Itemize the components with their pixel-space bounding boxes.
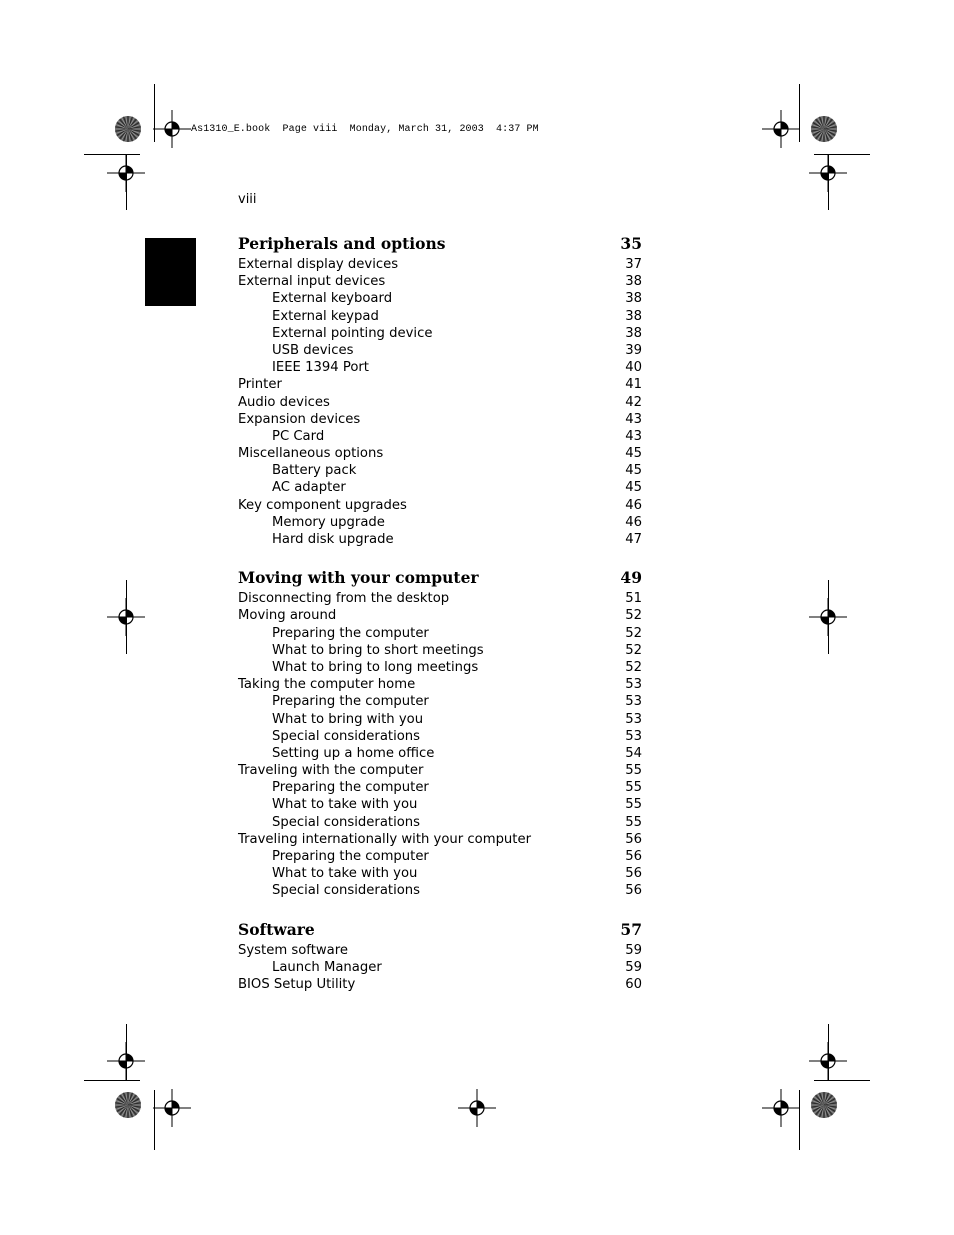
toc-entry-label: What to bring to short meetings — [272, 642, 484, 658]
toc-entry-page: 55 — [625, 780, 642, 796]
toc-entry-label: Preparing the computer — [272, 780, 429, 796]
toc-entry-label: Special considerations — [272, 883, 421, 899]
toc-entry-label: Audio devices — [238, 394, 330, 410]
toc-entry-page: 54 — [625, 745, 642, 761]
toc-entry-label: What to take with you — [272, 797, 418, 813]
chapter-tab-marker — [145, 238, 196, 306]
toc-entry-page: 60 — [625, 976, 642, 992]
crop-mark-line — [799, 1090, 800, 1150]
toc-entry — [238, 693, 644, 710]
toc-entry-label: PC Card — [272, 428, 325, 444]
toc-entry — [238, 497, 644, 514]
toc-entry-label: What to take with you — [272, 866, 418, 882]
toc-entry — [238, 376, 644, 393]
toc-entry-label: Preparing the computer — [272, 625, 429, 641]
toc-entry — [238, 428, 644, 445]
toc-section — [238, 918, 644, 994]
crop-mark-line — [154, 1090, 155, 1150]
crop-mark-line — [828, 580, 829, 654]
print-slug-line: As1310_E.book Page viii Monday, March 31, 2003 4:37 PM — [191, 124, 539, 135]
toc-entry-page: 40 — [625, 360, 642, 376]
toc-entry — [238, 359, 644, 376]
toc-entry-label: USB devices — [272, 342, 354, 358]
toc-entry-page: 59 — [625, 959, 642, 975]
toc-entry-page: 39 — [625, 342, 642, 358]
toc-entry-label: What to bring to long meetings — [272, 659, 479, 675]
toc-entry-label: AC adapter — [272, 480, 346, 496]
section-page: 35 — [620, 234, 642, 253]
toc-entry — [238, 462, 644, 479]
toc-entry-label: Launch Manager — [272, 959, 382, 975]
color-bar-starburst-icon — [114, 115, 142, 143]
registration-target-icon — [152, 109, 192, 149]
toc-entry — [238, 676, 644, 693]
toc-entry-label: System software — [238, 942, 349, 958]
toc-entry — [238, 531, 644, 548]
toc-entry — [238, 411, 644, 428]
crop-mark-line — [84, 1080, 140, 1081]
toc-entry-page: 53 — [625, 677, 642, 693]
toc-entry-label: Special considerations — [272, 728, 421, 744]
toc-entry — [238, 273, 644, 290]
toc-entry-page: 38 — [625, 325, 642, 341]
toc-entry — [238, 976, 644, 993]
toc-entry-page: 52 — [625, 608, 642, 624]
toc-entry — [238, 745, 644, 762]
toc-entry-label: Moving around — [238, 608, 337, 624]
toc-entry-page: 53 — [625, 728, 642, 744]
toc-entry-page: 56 — [625, 883, 642, 899]
toc-entry-page: 47 — [625, 532, 642, 547]
toc-entry-label: Disconnecting from the desktop — [238, 591, 450, 607]
toc-entry-page: 52 — [625, 625, 642, 641]
section-page: 57 — [620, 919, 642, 939]
toc-entry-page: 45 — [625, 463, 642, 479]
toc-entry-page: 46 — [625, 514, 642, 530]
toc-entry-label: Hard disk upgrade — [272, 532, 394, 547]
toc-entry-page: 41 — [625, 377, 642, 393]
toc-entry-label: Preparing the computer — [272, 694, 429, 710]
toc-entry-label: What to bring with you — [272, 711, 424, 727]
toc-entry-page: 38 — [625, 308, 642, 324]
table-of-contents — [238, 232, 644, 993]
toc-entry — [238, 642, 644, 659]
toc-entry-label: Expansion devices — [238, 411, 361, 427]
toc-entry-page: 53 — [625, 711, 642, 727]
toc-entry — [238, 762, 644, 779]
crop-mark-line — [799, 84, 800, 142]
toc-entry-page: 56 — [625, 849, 642, 864]
toc-entry-label: Battery pack — [272, 463, 357, 479]
toc-entry-page: 52 — [625, 659, 642, 675]
toc-entry — [238, 607, 644, 624]
toc-entry-label: External keyboard — [272, 291, 393, 307]
toc-entry-page: 42 — [625, 394, 642, 410]
toc-entry — [238, 394, 644, 411]
section-title: Software — [238, 919, 315, 939]
toc-entry-page: 52 — [625, 642, 642, 658]
toc-entry-page: 38 — [625, 291, 642, 307]
crop-mark-line — [126, 154, 127, 210]
toc-entry-page: 43 — [625, 411, 642, 427]
toc-entry-label: External input devices — [238, 274, 386, 290]
toc-entry — [238, 445, 644, 462]
toc-entry-label: Memory upgrade — [272, 514, 385, 530]
toc-entry-label: Setting up a home office — [272, 745, 435, 761]
toc-entry-label: External keypad — [272, 308, 379, 324]
toc-entry — [238, 942, 644, 959]
color-bar-starburst-icon — [114, 1091, 142, 1119]
toc-entry — [238, 728, 644, 745]
toc-entry-label: Printer — [238, 377, 282, 393]
section-title: Moving with your computer — [238, 568, 479, 588]
toc-entry-page: 43 — [625, 428, 642, 444]
registration-target-icon — [457, 1088, 497, 1128]
toc-entry — [238, 308, 644, 325]
toc-entry-label: Taking the computer home — [238, 677, 416, 693]
toc-entry — [238, 590, 644, 607]
toc-entry — [238, 796, 644, 813]
toc-entry-label: IEEE 1394 Port — [272, 360, 369, 376]
toc-entry-label: Traveling internationally with your computer — [238, 831, 532, 847]
toc-entry — [238, 256, 644, 273]
toc-section-heading — [238, 918, 644, 942]
toc-entry-page: 45 — [625, 480, 642, 496]
toc-entry-page: 46 — [625, 497, 642, 513]
toc-entry-label: Traveling with the computer — [238, 763, 424, 779]
toc-entry-page: 37 — [625, 257, 642, 272]
crop-mark-line — [828, 154, 829, 210]
toc-entry-label: BIOS Setup Utility — [238, 976, 356, 992]
crop-mark-line — [126, 1024, 127, 1080]
page-number: viii — [238, 192, 257, 207]
toc-section-heading — [238, 232, 644, 256]
section-title: Peripherals and options — [238, 234, 446, 253]
toc-entry-page: 56 — [625, 831, 642, 847]
crop-mark-line — [814, 1080, 870, 1081]
registration-target-icon — [152, 1088, 192, 1128]
toc-entry-page: 38 — [625, 274, 642, 290]
crop-mark-line — [154, 84, 155, 142]
toc-entry-label: Preparing the computer — [272, 849, 429, 864]
toc-entry — [238, 479, 644, 496]
toc-entry — [238, 882, 644, 899]
section-page: 49 — [620, 568, 642, 588]
toc-section — [238, 566, 644, 899]
color-bar-starburst-icon — [810, 1091, 838, 1119]
crop-mark-line — [828, 1024, 829, 1080]
toc-entry — [238, 959, 644, 976]
toc-entry — [238, 711, 644, 728]
toc-section — [238, 232, 644, 548]
toc-entry — [238, 342, 644, 359]
toc-entry — [238, 814, 644, 831]
toc-entry — [238, 625, 644, 642]
toc-entry-page: 59 — [625, 942, 642, 958]
toc-entry — [238, 831, 644, 848]
registration-target-icon — [761, 1088, 801, 1128]
toc-section-heading — [238, 566, 644, 590]
toc-entry-page: 53 — [625, 694, 642, 710]
toc-entry — [238, 659, 644, 676]
registration-target-icon — [761, 109, 801, 149]
toc-entry-page: 55 — [625, 814, 642, 830]
toc-entry-page: 55 — [625, 763, 642, 779]
toc-entry-page: 51 — [625, 591, 642, 607]
toc-entry-label: Miscellaneous options — [238, 446, 384, 462]
toc-entry-page: 55 — [625, 797, 642, 813]
toc-entry — [238, 865, 644, 882]
toc-entry — [238, 290, 644, 307]
toc-entry-label: External pointing device — [272, 325, 433, 341]
toc-entry-page: 56 — [625, 866, 642, 882]
toc-entry — [238, 514, 644, 531]
toc-entry-label: Key component upgrades — [238, 497, 407, 513]
color-bar-starburst-icon — [810, 115, 838, 143]
toc-entry-page: 45 — [625, 446, 642, 462]
toc-entry-label: Special considerations — [272, 814, 421, 830]
toc-entry — [238, 779, 644, 796]
toc-entry-label: External display devices — [238, 257, 399, 272]
crop-mark-line — [126, 580, 127, 654]
toc-entry — [238, 848, 644, 865]
toc-entry — [238, 325, 644, 342]
